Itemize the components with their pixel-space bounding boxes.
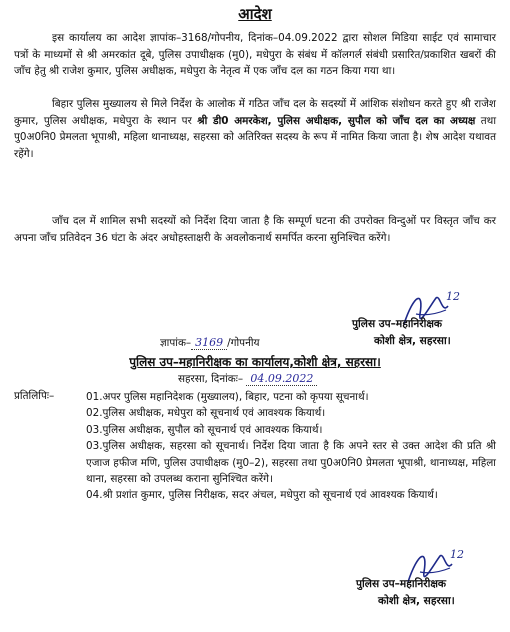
paragraph-3: जाँच दल में शामिल सभी सदस्यों को निर्देश दिया जाता है कि सम्पूर्ण घटना की उपरोक्त विन्दुओं पर विस्तृत जाँच कर अपना जाँच प्रतिवेदन 36 घंटा के अंदर अधोहस्ताक्षरी के अवलोकनार्थ समर्पित करना सुनिश्चित करेंगे। bbox=[14, 215, 496, 244]
copy-to-item: 04.श्री प्रशांत कुमार, पुलिस निरीक्षक, सदर अंचल, मधेपुरा को सूचनार्थ एवं आवश्यक कियार्थ। bbox=[86, 489, 438, 502]
dateline bbox=[178, 372, 317, 386]
signature-2-scribble-text: 12 bbox=[450, 548, 464, 561]
dateline-date: 04.09.2022 bbox=[246, 372, 317, 386]
signature-2-title: पुलिस उप–महानिरीक्षक bbox=[356, 578, 447, 590]
copy-to-item: 03.पुलिस अधीक्षक, सहरसा को सूचनार्थ। निर्देश दिया जाता है कि अपने स्तर से उक्त आदेश की प्रति श्री एजाज हफीज मणि, पुलिस उपाधीक्षक (मु0–2), सहरसा तथा पु0अ0नि0 प्रेमलता भूपाश्री, थानाध्यक्ष, महिला थाना, सहरसा को उपलब्ध कराना सुनिश्चित करेंगे। bbox=[86, 440, 496, 486]
memo-prefix: ज्ञापांक– bbox=[160, 337, 192, 349]
signature-2-office: कोशी क्षेत्र, सहरसा। bbox=[378, 595, 455, 607]
memo-number: 3169 bbox=[191, 336, 227, 350]
copy-to-item: 02.पुलिस अधीक्षक, मधेपुरा को सूचनार्थ एवं आवश्यक कियार्थ। bbox=[86, 407, 326, 420]
signature-1-office: कोशी क्षेत्र, सहरसा। bbox=[374, 335, 451, 347]
signature-block-1 bbox=[352, 316, 451, 350]
signature-1-title: पुलिस उप–महानिरीक्षक bbox=[352, 318, 443, 330]
document-title: आदेश bbox=[238, 5, 272, 23]
memo-suffix: /गोपनीय bbox=[227, 337, 260, 349]
paragraph-1: इस कार्यालय का आदेश ज्ञापांक–3168/गोपनीय, दिनांक–04.09.2022 द्वारा सोशल मिडिया साईट एवं सामाचार पत्रों के माध्यमों से श्री अमरकांत दूबे, पुलिस उपाधीक्षक (मु0), मधेपुरा के संबंध में कॉलगर्ल संबंधी प्रसारित/प्रकाशित खबरों की जाँच हेतु श्री राजेश कुमार, पुलिस अधीक्षक, मधेपुरा के नेतृत्व में एक जाँच दल का गठन किया गया था। bbox=[14, 32, 496, 78]
dateline-prefix: सहरसा, दिनांकः– bbox=[178, 373, 244, 385]
copy-to-item: 01.अपर पुलिस महानिदेशक (मुख्यालय), बिहार, पटना को कृपया सूचनार्थ। bbox=[86, 391, 369, 403]
paragraph-2: बिहार पुलिस मुख्यालय से मिले निर्देश के आलोक में गठित जाँच दल के सदस्यों में आंशिक संशोधन करते हुए श्री राजेश कुमार, पुलिस अधीक्षक, मधेपुरा के स्थान पर श्री डी0 अमरकेश, पुलिस अधीक्षक, सुपौल को जाँच दल का अध्यक्ष तथा पु0अ0नि0 प्रेमलता भूपाश्री, महिला थानाध्यक्ष, सहरसा को अतिरिक्त सदस्य के रूप में नामित किया जाता है। शेष आदेश यथावत रहेंगे। bbox=[14, 98, 497, 160]
signature-1-scribble-text: 12 bbox=[446, 290, 460, 303]
memo-number-line bbox=[160, 336, 260, 350]
signature-block-2 bbox=[356, 576, 455, 610]
paragraph-2-emphasis: श्री डी0 अमरकेश, पुलिस अधीक्षक, सुपौल को जाँच दल का अध्यक्ष bbox=[197, 114, 476, 127]
copy-to-item: 03.पुलिस अधीक्षक, सुपौल को सूचनार्थ एवं आवश्यक कियार्थ। bbox=[86, 423, 323, 436]
office-heading: पुलिस उप–महानिरीक्षक का कार्यालय,कोशी क्षेत्र, सहरसा। bbox=[129, 355, 381, 369]
copy-to-list bbox=[86, 389, 496, 504]
copy-to-label: प्रतिलिपिः– bbox=[14, 390, 55, 402]
